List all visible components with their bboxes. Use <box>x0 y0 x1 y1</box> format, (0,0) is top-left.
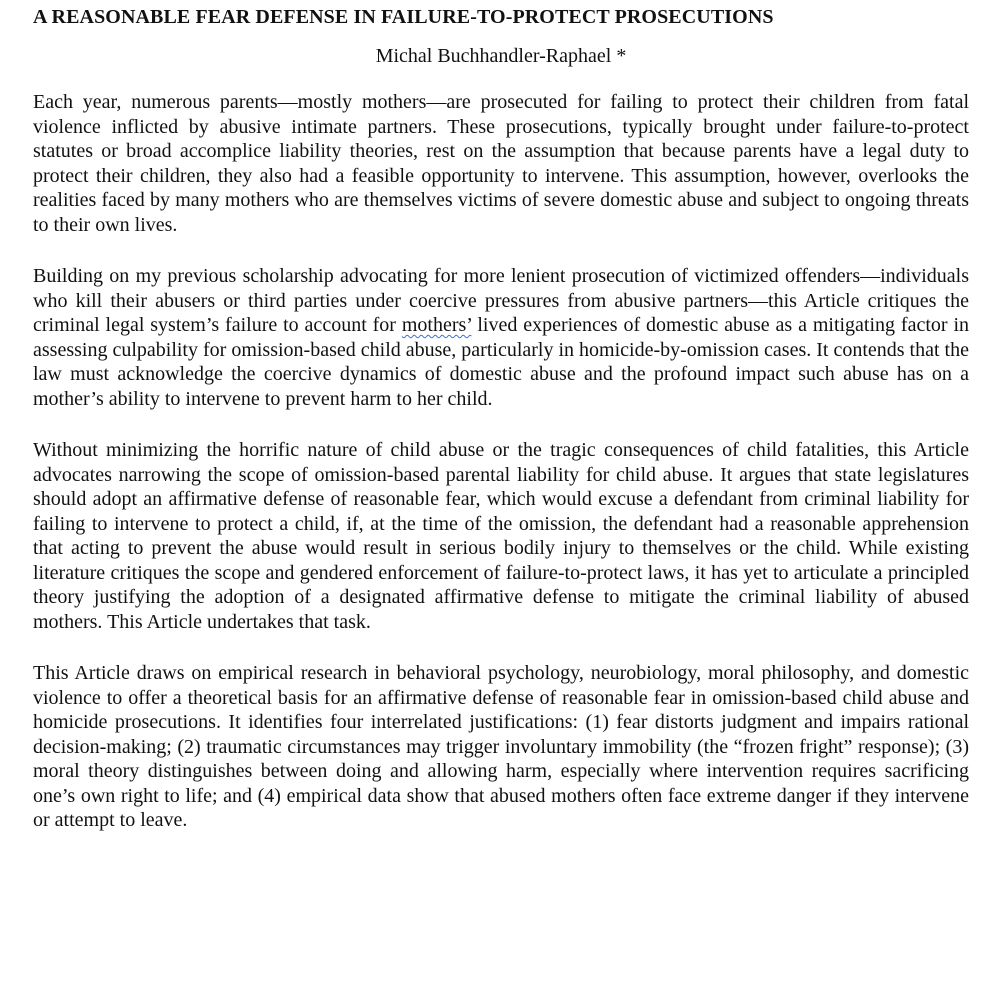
document-title: A REASONABLE FEAR DEFENSE IN FAILURE-TO-PROTECT PROSECUTIONS <box>33 6 774 28</box>
document-page <box>33 0 969 833</box>
abstract-paragraph-2 <box>33 264 969 411</box>
paragraph-2-text-before: Building on my previous scholarship advocating for more lenient prosecution of victimized offenders—individuals who kill their abusers or third parties under coercive pressures from abusive partners—this Article critiques the criminal legal system’s failure to account for <box>33 265 969 336</box>
spellcheck-flagged-word[interactable]: mothers’ <box>401 314 472 336</box>
abstract-paragraph-1: Each year, numerous parents—mostly mothers—are prosecuted for failing to protect their children from fatal violence inflicted by abusive intimate partners. These prosecutions, typically brought under failure-to-protect statutes or broad accomplice liability theories, rest on the assumption that because parents have a legal duty to protect their children, they also had a feasible opportunity to intervene. This assumption, however, overlooks the realities faced by many mothers who are themselves victims of severe domestic abuse and subject to ongoing threats to their own lives. <box>33 91 969 236</box>
abstract-paragraph-4: This Article draws on empirical research in behavioral psychology, neurobiology, moral philosophy, and domestic violence to offer a theoretical basis for an affirmative defense of reasonable fear in omission-based child abuse and homicide prosecutions. It identifies four interrelated justifications: (1) fear distorts judgment and impairs rational decision-making; (2) traumatic circumstances may trigger involuntary immobility (the “frozen fright” response); (3) moral theory distinguishes between doing and allowing harm, especially where intervention requires sacrificing one’s own right to life; and (4) empirical data show that abused mothers often face extreme danger if they intervene or attempt to leave. <box>33 662 969 831</box>
paragraph-2-text-after: lived experiences of domestic abuse as a mitigating factor in assessing culpability for omission-based child abuse, particularly in homicide-by-omission cases. It contends that the law must acknowledge the coercive dynamics of domestic abuse and the profound impact such abuse has on a mother’s ability to intervene to prevent harm to her child. <box>33 314 969 410</box>
abstract-paragraph-3: Without minimizing the horrific nature of child abuse or the tragic consequences of child fatalities, this Article advocates narrowing the scope of omission-based parental liability for child abuse. It argues that state legislatures should adopt an affirmative defense of reasonable fear, which would excuse a defendant from criminal liability for failing to intervene to protect a child, if, at the time of the omission, the defendant had a reasonable apprehension that acting to prevent the abuse would result in serious bodily injury to themselves or the child. While existing literature critiques the scope and gendered enforcement of failure-to-protect laws, it has yet to articulate a principled theory justifying the adoption of a designated affirmative defense to mitigate the criminal liability of abused mothers. This Article undertakes that task. <box>33 439 969 633</box>
author-line: Michal Buchhandler-Raphael * <box>375 45 627 67</box>
